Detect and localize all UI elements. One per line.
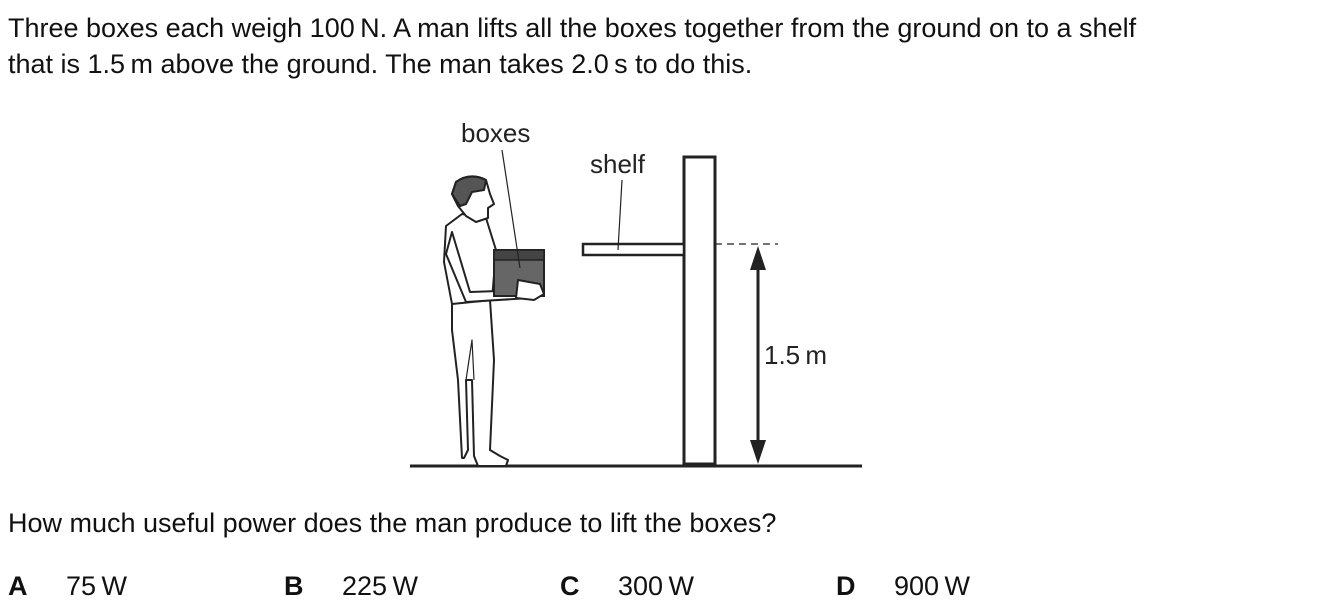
shelf-label: shelf	[590, 149, 645, 179]
shelf	[583, 244, 684, 255]
option-c-letter[interactable]: C	[560, 571, 580, 601]
intro-line-2: that is 1.5 m above the ground. The man takes 2.0 s to do this.	[8, 49, 753, 79]
option-d-value[interactable]: 900 W	[894, 571, 970, 601]
option-a-letter[interactable]: A	[8, 571, 28, 601]
option-c-value[interactable]: 300 W	[618, 571, 694, 601]
question-text: How much useful power does the man produce to lift the boxes?	[8, 508, 777, 538]
option-d-letter[interactable]: D	[836, 571, 856, 601]
height-label: 1.5 m	[764, 340, 828, 370]
shelf-leader-line	[618, 180, 622, 250]
option-b-letter[interactable]: B	[284, 571, 304, 601]
option-b-value[interactable]: 225 W	[342, 571, 418, 601]
hands	[516, 280, 544, 300]
wall-post	[684, 157, 715, 464]
boxes-label: boxes	[461, 118, 531, 148]
option-a-value[interactable]: 75 W	[66, 571, 127, 601]
man-figure	[444, 176, 530, 466]
intro-line-1: Three boxes each weigh 100 N. A man lifts all the boxes together from the ground on to a shelf	[8, 13, 1137, 43]
